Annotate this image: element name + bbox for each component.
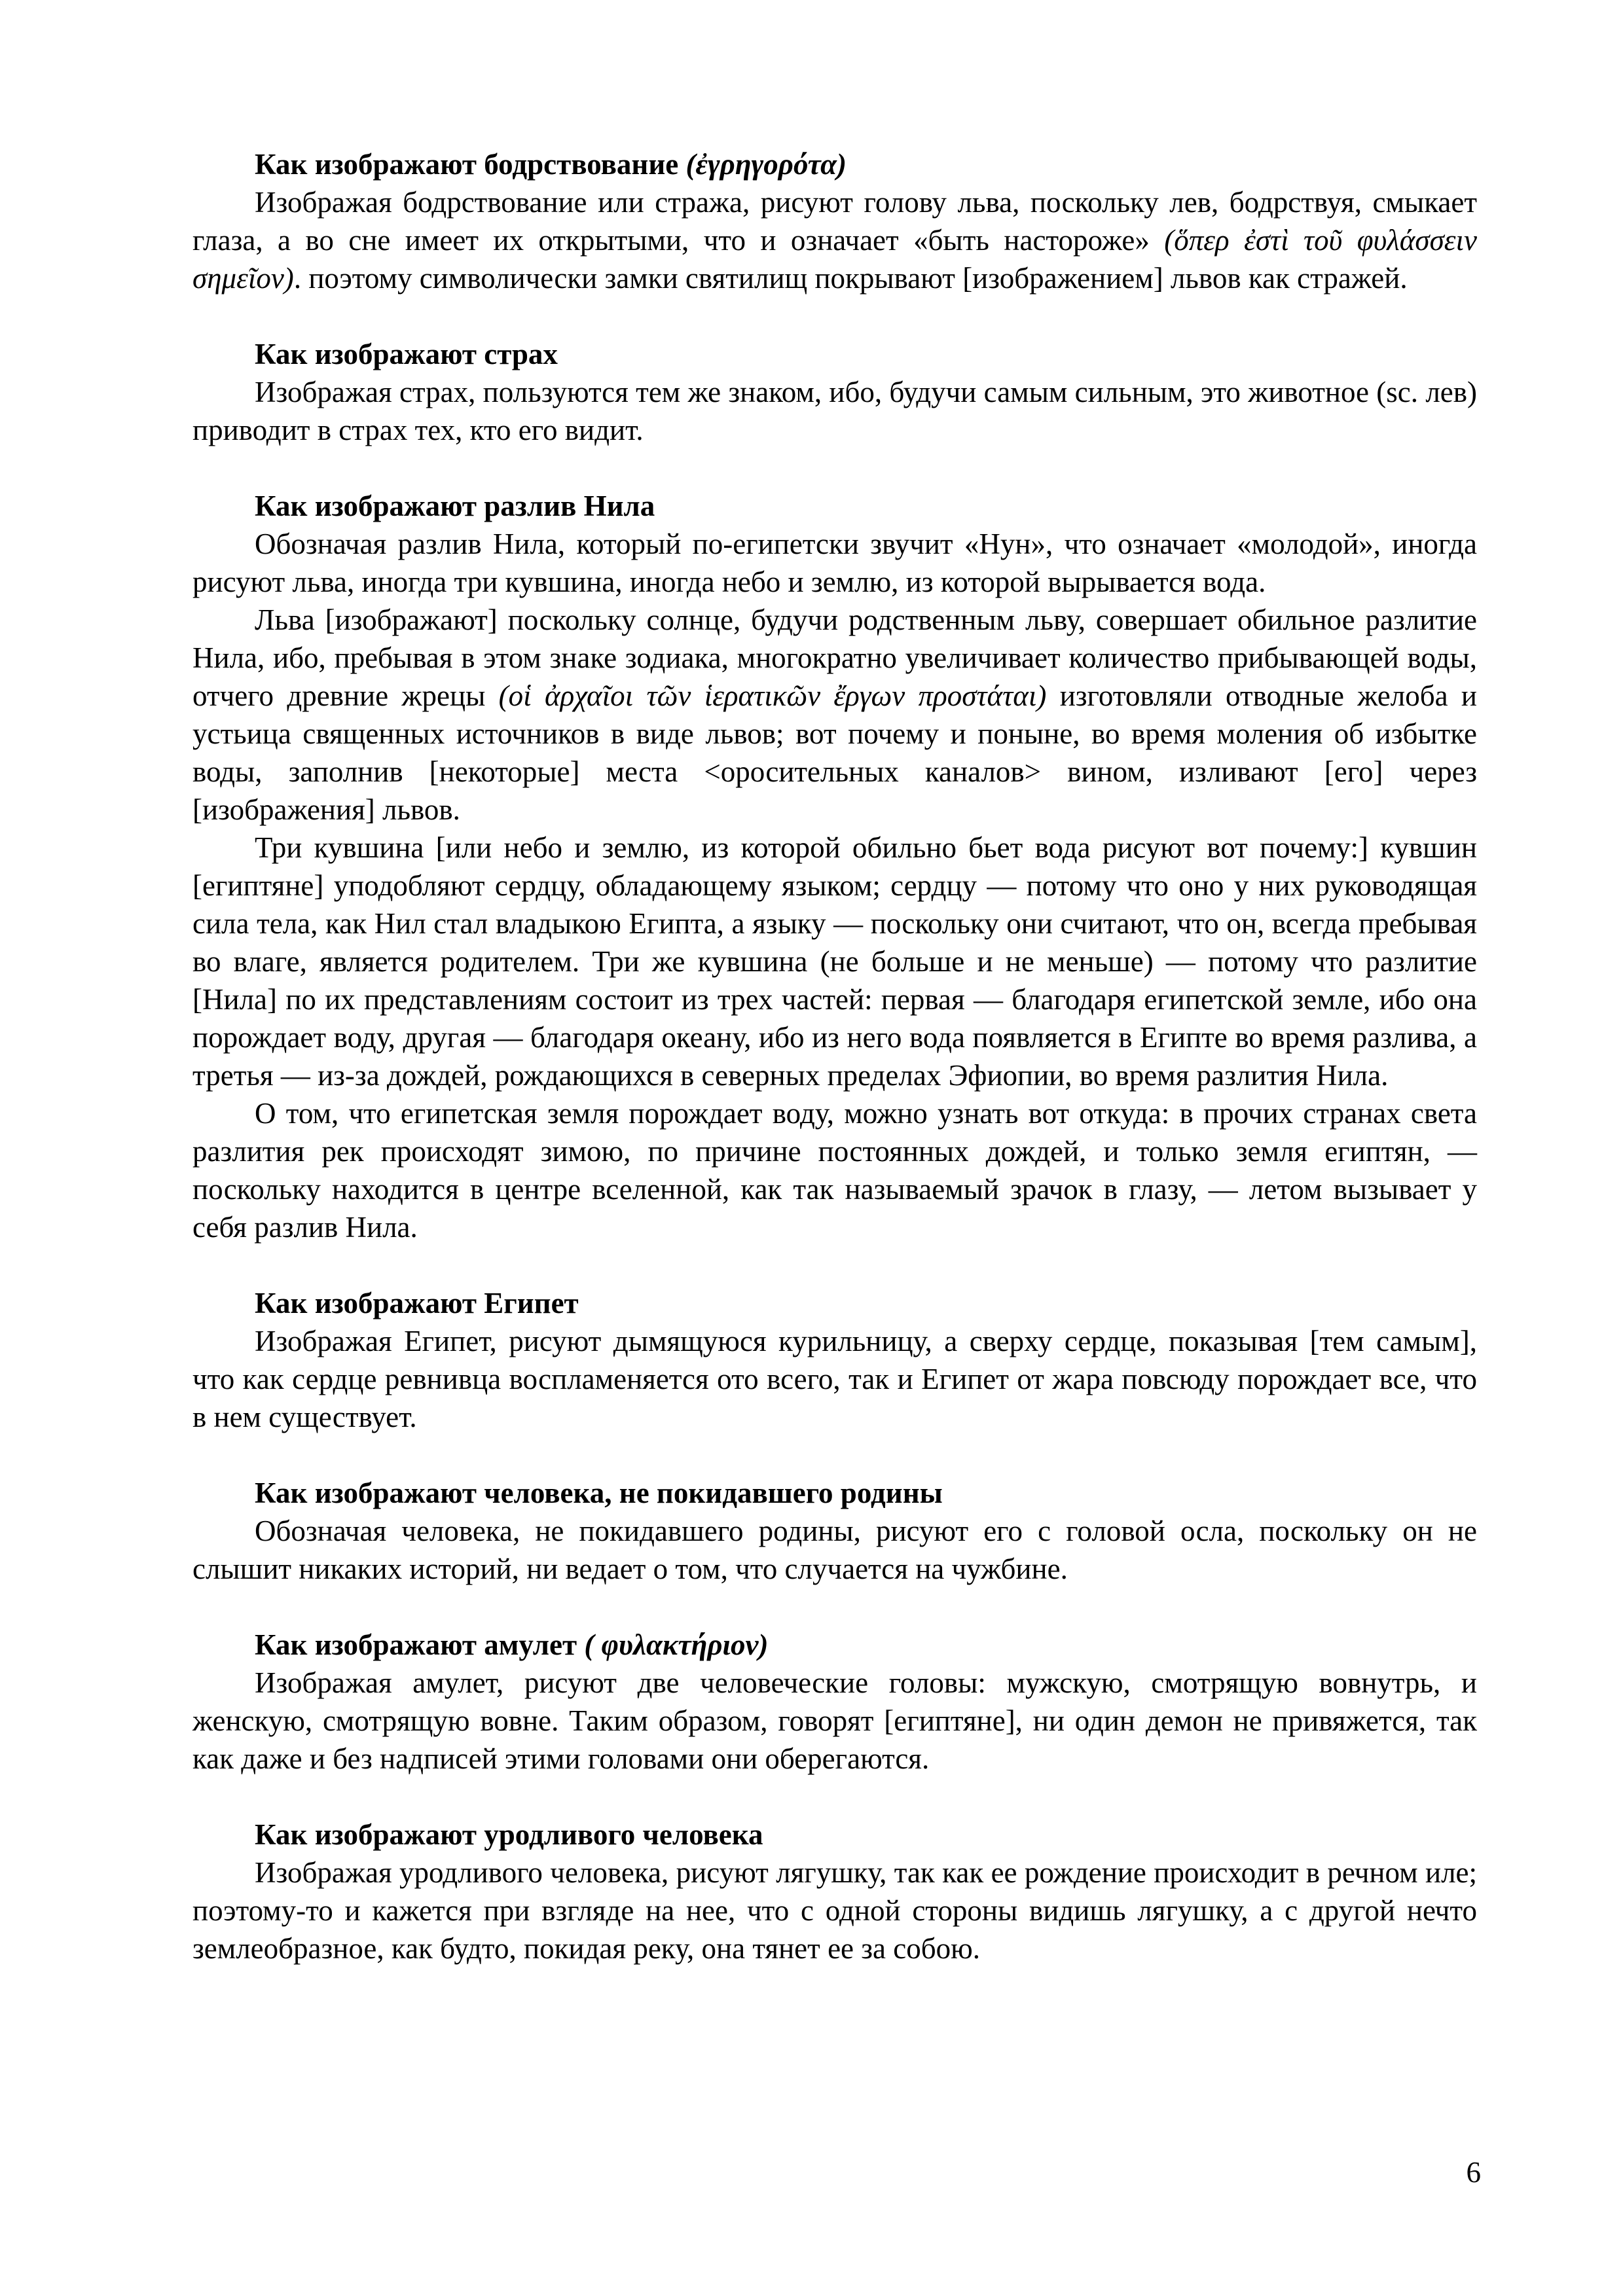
section-heading-greek: ( φυλακτήριον) (584, 1628, 769, 1661)
paragraph-text: изготовляли отводные желоба и устьица священных источников в виде львов; вот почему и поныне, во время моления об избытке воды, заполнив [некоторые] места <оросительных каналов> вином, изливают [его] через [изображения] львов. (192, 679, 1477, 826)
section (192, 1816, 1477, 1967)
paragraph-text: Обозначая человека, не покидавшего родины, рисуют его с головой осла, поскольку он не слышит никаких историй, ни ведает о том, что случается на чужбине. (192, 1515, 1477, 1585)
section (192, 487, 1477, 1246)
paragraph-text: Изображая амулет, рисуют две человеческие головы: мужскую, смотрящую вовнутрь, и женскую, смотрящую вовне. Таким образом, говорят [египтяне], ни один демон не привяжется, так как даже и без надписей этими головами они оберегаются. (192, 1666, 1477, 1775)
paragraph-text: Изображая бодрствование или стража, рисуют голову льва, поскольку лев, бодрствуя, смыкает глаза, а во сне имеет их открытыми, что и означает «быть настороже» (192, 186, 1477, 257)
paragraph (192, 829, 1477, 1094)
page-number: 6 (1466, 2156, 1481, 2189)
paragraph-text: Обозначая разлив Нила, который по-египетски звучит «Нун», что означает «молодой», иногда рисуют льва, иногда три кувшина, иногда небо и землю, из которой вырывается вода. (192, 528, 1477, 598)
paragraph-text: Изображая Египет, рисуют дымящуюся курильницу, а сверху сердце, показывая [тем самым], что как сердце ревнивца воспламеняется ото всего, так и Египет от жара повсюду порождает все, что в нем существует. (192, 1325, 1477, 1433)
paragraph-text: Три кувшина [или небо и землю, из которой обильно бьет вода рисуют вот почему:] кувшин [египтяне] уподобляют сердцу, обладающему языком; сердцу — потому что оно у них руководящая сила тела, как Нил стал владыкою Египта, а языку — поскольку они считают, что он, всегда пребывая во влаге, является родителем. Три же кувшина (не больше и не меньше) — потому что разлитие [Нила] по их представлениям состоит из трех частей: первая — благодаря египетской земле, ибо она порождает воду, другая — благодаря океану, ибо из него вода появляется в Египте во время разлива, а третья — из-за дождей, рождающихся в северных пределах Эфиопии, во время разлития Нила. (192, 831, 1477, 1092)
greek-quote: (οἱ ἀρχαῖοι τῶν ἱερατικῶν ἔργων προστάται) (498, 679, 1047, 712)
paragraph-text: Изображая страх, пользуются тем же знаком, ибо, будучи самым сильным, это животное (sc. лев) приводит в страх тех, кто его видит. (192, 376, 1477, 446)
section-heading (192, 335, 1477, 373)
section (192, 335, 1477, 449)
section-heading-text: Как изображают страх (255, 338, 558, 370)
paragraph (192, 1512, 1477, 1588)
section-heading (192, 1626, 1477, 1664)
section-heading (192, 1816, 1477, 1854)
section-heading (192, 1474, 1477, 1512)
paragraph (192, 1322, 1477, 1436)
paragraph (192, 373, 1477, 449)
section (192, 1284, 1477, 1436)
section-heading-text: Как изображают уродливого человека (255, 1818, 763, 1851)
paragraph (192, 183, 1477, 297)
section (192, 145, 1477, 297)
section-heading-text: Как изображают амулет (255, 1628, 577, 1661)
section-heading (192, 145, 1477, 183)
paragraph (192, 1854, 1477, 1967)
paragraph-text: Льва [изображают] поскольку солнце, будучи родственным льву, совершает обильное разлитие Нила, ибо, пребывая в этом знаке зодиака, многократно увеличивает количество прибывающей воды, отчего древние жрецы (192, 603, 1477, 712)
paragraph (192, 1094, 1477, 1246)
paragraph-text: . поэтому символически замки святилищ покрывают [изображением] львов как стражей. (293, 262, 1408, 295)
page-content (192, 145, 1477, 2005)
section-heading-text: Как изображают разлив Нила (255, 490, 655, 522)
paragraph-text: О том, что египетская земля порождает воду, можно узнать вот откуда: в прочих странах света разлития рек происходят зимою, по причине постоянных дождей, и только земля египтян, — поскольку находится в центре вселенной, как так называемый зрачок в глазу, — летом вызывает у себя разлив Нила. (192, 1097, 1477, 1244)
section-heading-text: Как изображают человека, не покидавшего родины (255, 1477, 943, 1509)
section-heading (192, 1284, 1477, 1322)
section (192, 1474, 1477, 1588)
section-heading-text: Как изображают бодрствование (255, 148, 679, 181)
greek-quote: (ὅπερ ἐστὶ τοῦ φυλάσσειν σημεῖον) (192, 224, 1478, 295)
section-heading (192, 487, 1477, 525)
section (192, 1626, 1477, 1778)
section-heading-greek: (ἐγρηγορότα) (685, 148, 847, 181)
paragraph (192, 601, 1477, 829)
paragraph (192, 525, 1477, 601)
paragraph (192, 1664, 1477, 1778)
paragraph-text: Изображая уродливого человека, рисуют лягушку, так как ее рождение происходит в речном иле; поэтому-то и кажется при взгляде на нее, что с одной стороны видишь лягушку, а с другой нечто землеобразное, как будто, покидая реку, она тянет ее за собою. (192, 1856, 1477, 1965)
section-heading-text: Как изображают Египет (255, 1287, 579, 1319)
